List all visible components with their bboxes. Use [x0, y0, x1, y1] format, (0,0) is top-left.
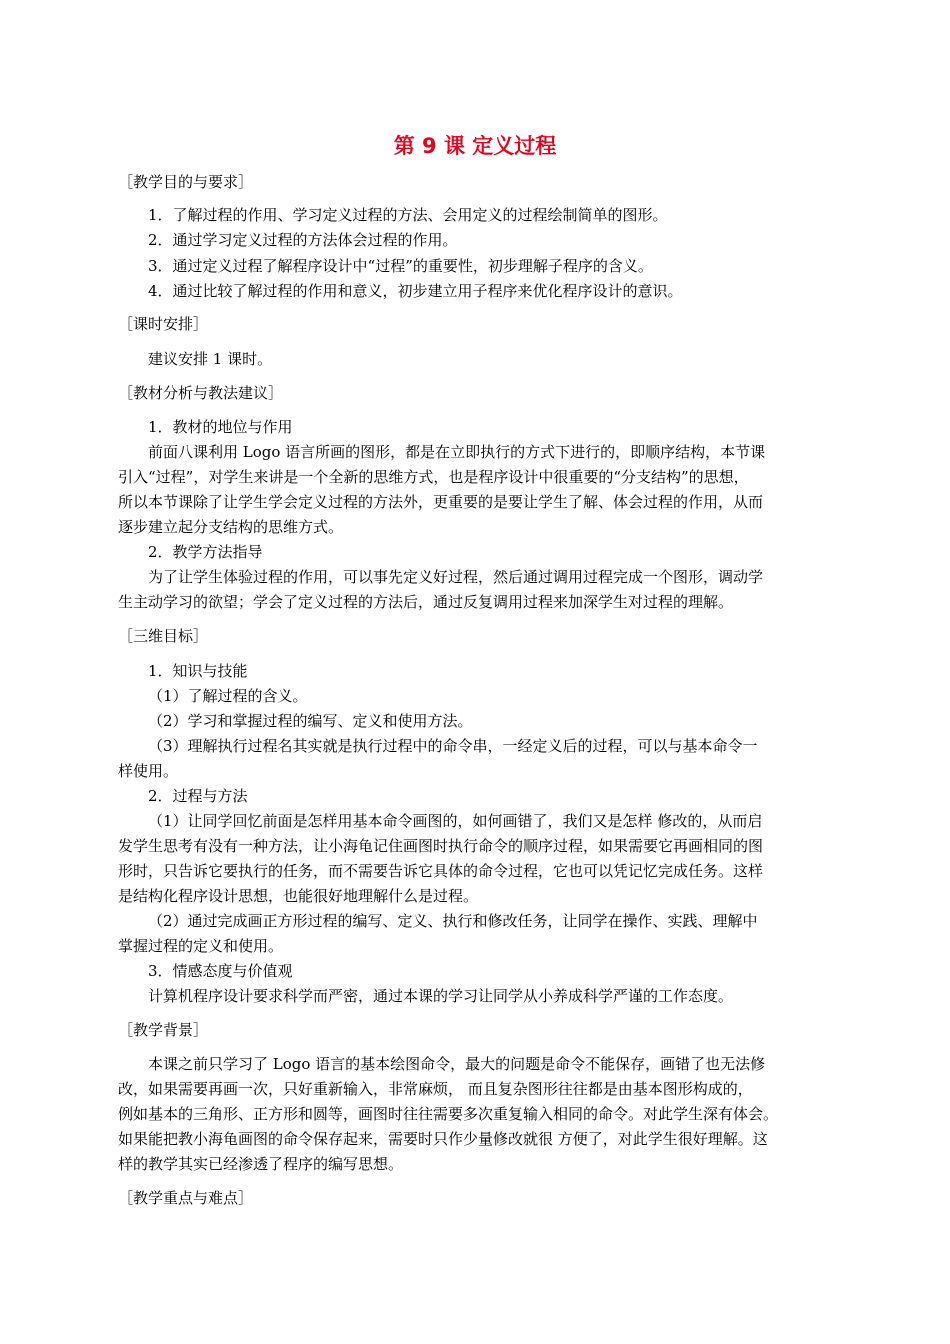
- objectives-subheading: 3．情感态度与价值观: [148, 962, 293, 980]
- goal-item: 2．通过学习定义过程的方法体会过程的作用。: [148, 231, 458, 249]
- objectives-subheading: 2．过程与方法: [148, 787, 248, 805]
- paragraph-line: 掌握过程的定义和使用。: [118, 937, 284, 955]
- paragraph-line: 改，如果需要再画一次，只好重新输入，非常麻烦， 而且复杂图形往往都是由基本图形构成的，: [118, 1080, 753, 1098]
- analysis-subheading: 1．教材的地位与作用: [148, 418, 293, 436]
- goal-item: 3．通过定义过程了解程序设计中“过程”的重要性，初步理解子程序的含义。: [148, 257, 653, 275]
- paragraph-line: （1）让同学回忆前面是怎样用基本命令画图的，如何画错了，我们又是怎样 修改的，从而启: [148, 812, 763, 830]
- schedule-header: ［课时安排］: [118, 315, 209, 333]
- objectives-subheading: 1．知识与技能: [148, 662, 248, 680]
- paragraph-line: 样的教学其实已经渗透了程序的编写思想。: [118, 1155, 404, 1173]
- paragraph-line: 例如基本的三角形、正方形和圆等，画图时往往需要多次重复输入相同的命令。对此学生深有体会。: [118, 1105, 779, 1123]
- paragraph-line: 所以本节课除了让学生学会定义过程的方法外，更重要的是要让学生了解、体会过程的作用，从而: [118, 493, 764, 511]
- goal-item: 4．通过比较了解过程的作用和意义，初步建立用子程序来优化程序设计的意识。: [148, 282, 683, 300]
- goal-item: 1．了解过程的作用、学习定义过程的方法、会用定义的过程绘制简单的图形。: [148, 206, 668, 224]
- objective-item: （2）学习和掌握过程的编写、定义和使用方法。: [148, 712, 473, 730]
- paragraph-line: 引入“过程”，对学生来讲是一个全新的思维方式，也是程序设计中很重要的“分支结构”的思想，: [118, 468, 749, 486]
- schedule-text: 建议安排 1 课时。: [148, 350, 273, 368]
- lesson-title: 第 9 课 定义过程: [393, 134, 557, 158]
- objective-item: （3）理解执行过程名其实就是执行过程中的命令串，一经定义后的过程，可以与基本命令一: [148, 737, 758, 755]
- goals-header: ［教学目的与要求］: [118, 173, 254, 191]
- paragraph-line: 发学生思考有没有一种方法，让小海龟记住画图时执行命令的顺序过程，如果需要它再画相同的图: [118, 837, 764, 855]
- paragraph-line: 如果能把教小海龟画图的命令保存起来，需要时只作少量修改就很 方便了，对此学生很好理解。这: [118, 1130, 768, 1148]
- keypoints-header: ［教学重点与难点］: [118, 1189, 254, 1207]
- paragraph-line: 前面八课利用 Logo 语言所画的图形，都是在立即执行的方式下进行的，即顺序结构，本节课: [148, 443, 766, 461]
- paragraph-line: （2）通过完成画正方形过程的编写、定义、执行和修改任务，让同学在操作、实践、理解中: [148, 912, 758, 930]
- analysis-header: ［教材分析与教法建议］: [118, 384, 284, 402]
- paragraph-line: 计算机程序设计要求科学而严密，通过本课的学习让同学从小养成科学严谨的工作态度。: [148, 987, 734, 1005]
- paragraph-line: 是结构化程序设计思想，也能很好地理解什么是过程。: [118, 887, 479, 905]
- paragraph-line: 本课之前只学习了 Logo 语言的基本绘图命令，最大的问题是命令不能保存，画错了也无法修: [148, 1055, 766, 1073]
- objective-item: （1）了解过程的含义。: [148, 687, 308, 705]
- paragraph-line: 形时，只告诉它要执行的任务，而不需要告诉它具体的命令过程，它也可以凭记忆完成任务。这样: [118, 862, 764, 880]
- analysis-subheading: 2．教学方法指导: [148, 543, 263, 561]
- paragraph-line: 为了让学生体验过程的作用，可以事先定义好过程，然后通过调用过程完成一个图形，调动学: [148, 568, 764, 586]
- background-header: ［教学背景］: [118, 1021, 209, 1039]
- paragraph-line: 生主动学习的欲望；学会了定义过程的方法后，通过反复调用过程来加深学生对过程的理解。: [118, 593, 734, 611]
- objectives-header: ［三维目标］: [118, 627, 209, 645]
- objective-item: 样使用。: [118, 762, 179, 780]
- paragraph-line: 逐步建立起分支结构的思维方式。: [118, 518, 344, 536]
